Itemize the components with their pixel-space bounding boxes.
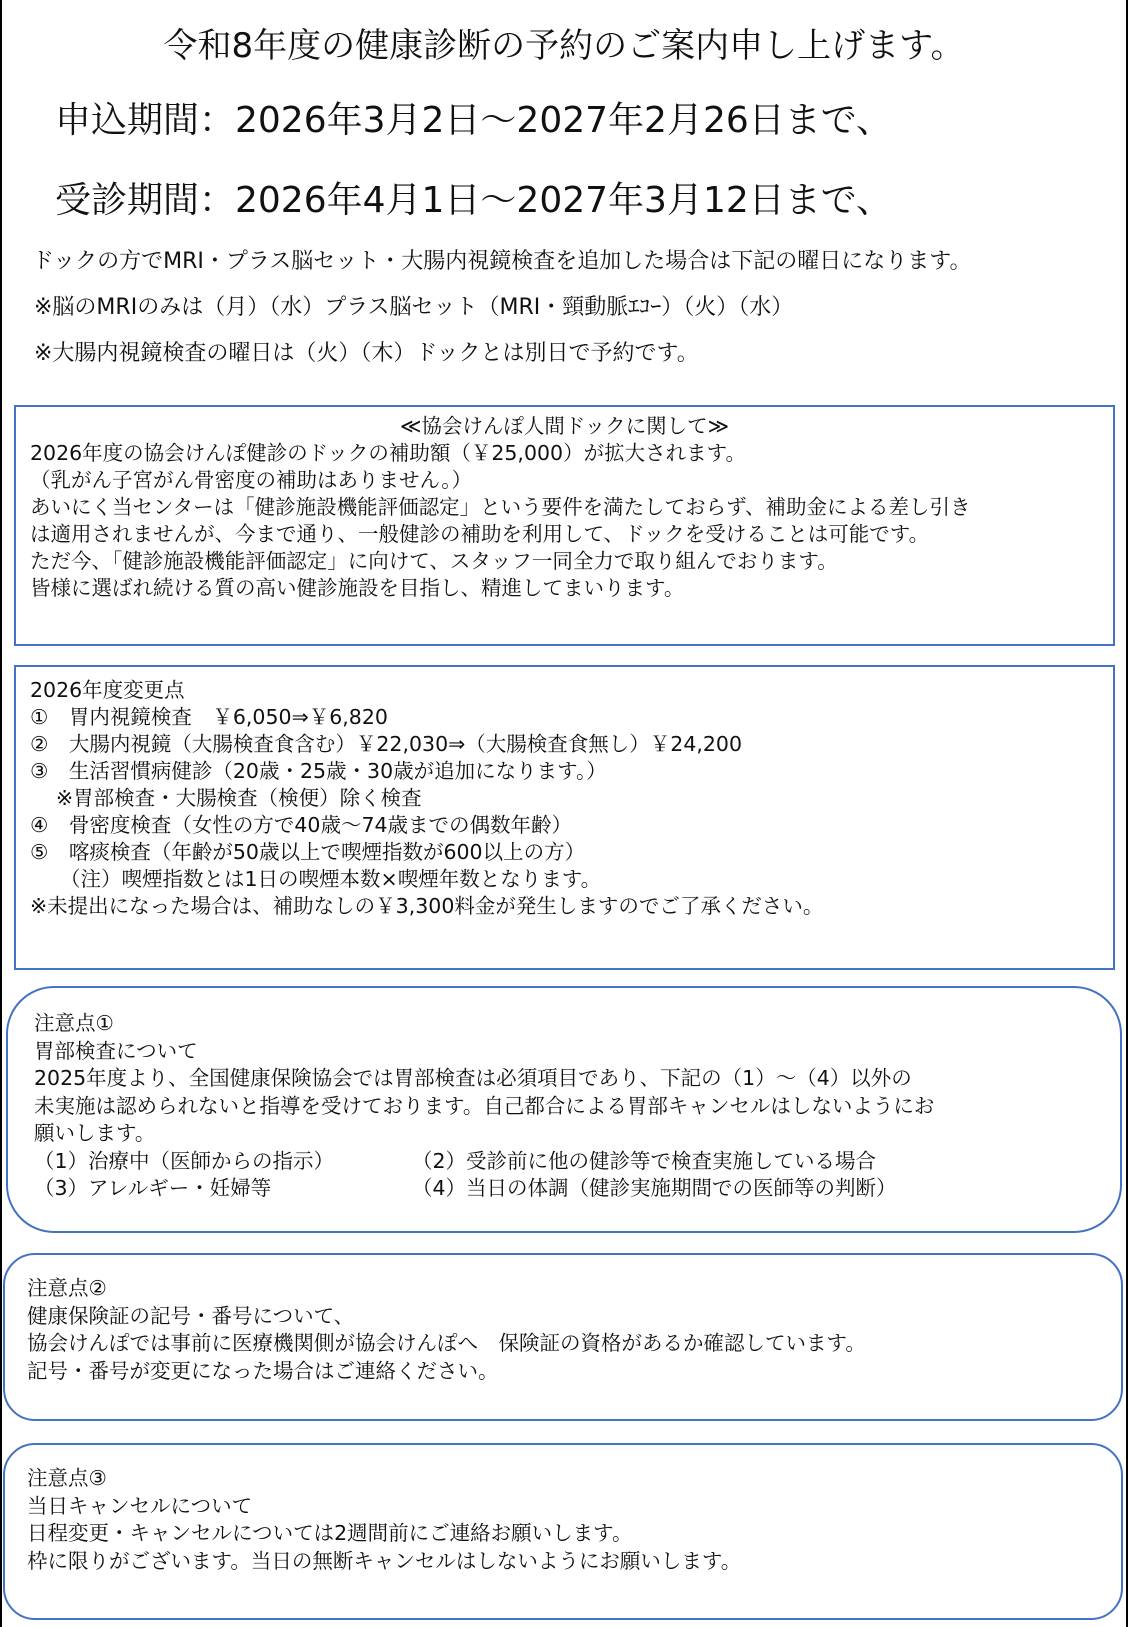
change-item: ④ 骨密度検査（女性の方で40歳～74歳までの偶数年齢） [30,813,573,837]
caution-3-label: 注意点③ [27,1466,107,1490]
page-left-edge [0,0,2,1627]
change-item: ⑤ 喀痰検査（年齢が50歳以上で喫煙指数が600以上の方） [30,840,586,864]
caution-2-label: 注意点② [27,1276,107,1300]
caution-3-line: 枠に限りがございます。当日の無断キャンセルはしないようにお願いします。 [27,1548,742,1573]
mri-schedule-note: ※脳のMRIのみは（月）（水）プラス脳セット（MRI・頸動脈ｴｺｰ）（火）（水） [34,295,794,320]
changes-box [14,665,1115,970]
dock-box-line: 2026年度の協会けんぽ健診のドックの補助額（￥25,000）が拡大されます。 [30,441,746,465]
caution-2-line: 協会けんぽでは事前に医療機関側が協会けんぽへ 保険証の資格があるか確認しています。 [27,1331,866,1355]
caution-1-line: 未実施は認められないと指導を受けております。自己都合による胃部キャンセルはしないようにお [34,1093,935,1118]
dock-box-heading: ≪協会けんぽ人間ドックに関して≫ [399,414,730,438]
caution-2-line: 記号・番号が変更になった場合はご連絡ください。 [27,1358,499,1383]
exception-item: （3）アレルギー・妊婦等 [34,1176,272,1200]
dock-box-line: ただ今、「健診施設機能評価認定」に向けて、スタッフ一同全力で取り組んでおります。 [30,549,838,573]
exception-row [34,1148,1120,1176]
change-item-subnote: （注）喫煙指数とは1日の喫煙本数×喫煙年数となります。 [60,867,602,891]
exception-row [34,1175,1120,1203]
change-item-warning: ※未提出になった場合は、補助なしの￥3,300料金が発生しますのでご了承ください。 [30,894,824,918]
caution-2-box [3,1253,1123,1421]
exception-item: （4）当日の体調（健診実施期間での医師等の判断） [412,1176,897,1200]
change-item: ① 胃内視鏡検査 ￥6,050⇒￥6,820 [30,705,388,729]
dock-box-line: は適用されませんが、今まで通り、一般健診の補助を利用して、ドックを受けることは可能です。 [30,522,930,546]
caution-2-subject: 健康保険証の記号・番号について、 [27,1303,355,1328]
caution-1-label: 注意点① [34,1011,114,1035]
exception-item: （1）治療中（医師からの指示） [34,1148,335,1173]
dock-box-line: あいにく当センターは「健診施設機能評価認定」という要件を満たしておらず、補助金による差し引き [30,495,971,519]
caution-1-line: 2025年度より、全国健康保険協会では胃部検査は必須項目であり、下記の（1）～（4）以外の [34,1066,912,1090]
caution-3-line: 日程変更・キャンセルについては2週間前にご連絡お願いします。 [27,1521,633,1545]
examination-period: 受診期間：2026年4月1日～2027年3月12日まで、 [55,180,893,221]
changes-heading: 2026年度変更点 [30,678,185,702]
caution-1-subject: 胃部検査について [34,1038,198,1063]
caution-1-line: 願いします。 [34,1121,156,1145]
application-period: 申込期間：2026年3月2日～2027年2月26日まで、 [55,100,893,141]
change-item-subnote: ※胃部検査・大腸検査（検便）除く検査 [56,786,422,810]
dock-box-line: （乳がん子宮がん骨密度の補助はありません。） [30,468,472,492]
page-title: 令和8年度の健康診断の予約のご案内申し上げます。 [163,26,965,66]
colonoscopy-schedule-note: ※大腸内視鏡検査の曜日は（火）（木）ドックとは別日で予約です。 [34,341,699,366]
caution-1-box [6,986,1122,1233]
dock-subsidy-box [14,405,1115,646]
change-item: ② 大腸内視鏡（大腸検査食含む）￥22,030⇒（大腸検査食無し）￥24,200 [30,732,743,756]
caution-3-subject: 当日キャンセルについて [27,1493,253,1518]
dock-box-line: 皆様に選ばれ続ける質の高い健診施設を目指し、精進してまいります。 [30,576,685,600]
exception-item: （2）受診前に他の健診等で検査実施している場合 [412,1148,877,1173]
change-item: ③ 生活習慣病健診（20歳・25歳・30歳が追加になります。） [30,759,607,783]
caution-3-box [3,1443,1123,1620]
dock-schedule-note: ドックの方でMRI・プラス脳セット・大腸内視鏡検査を追加した場合は下記の曜日になります。 [32,249,972,274]
